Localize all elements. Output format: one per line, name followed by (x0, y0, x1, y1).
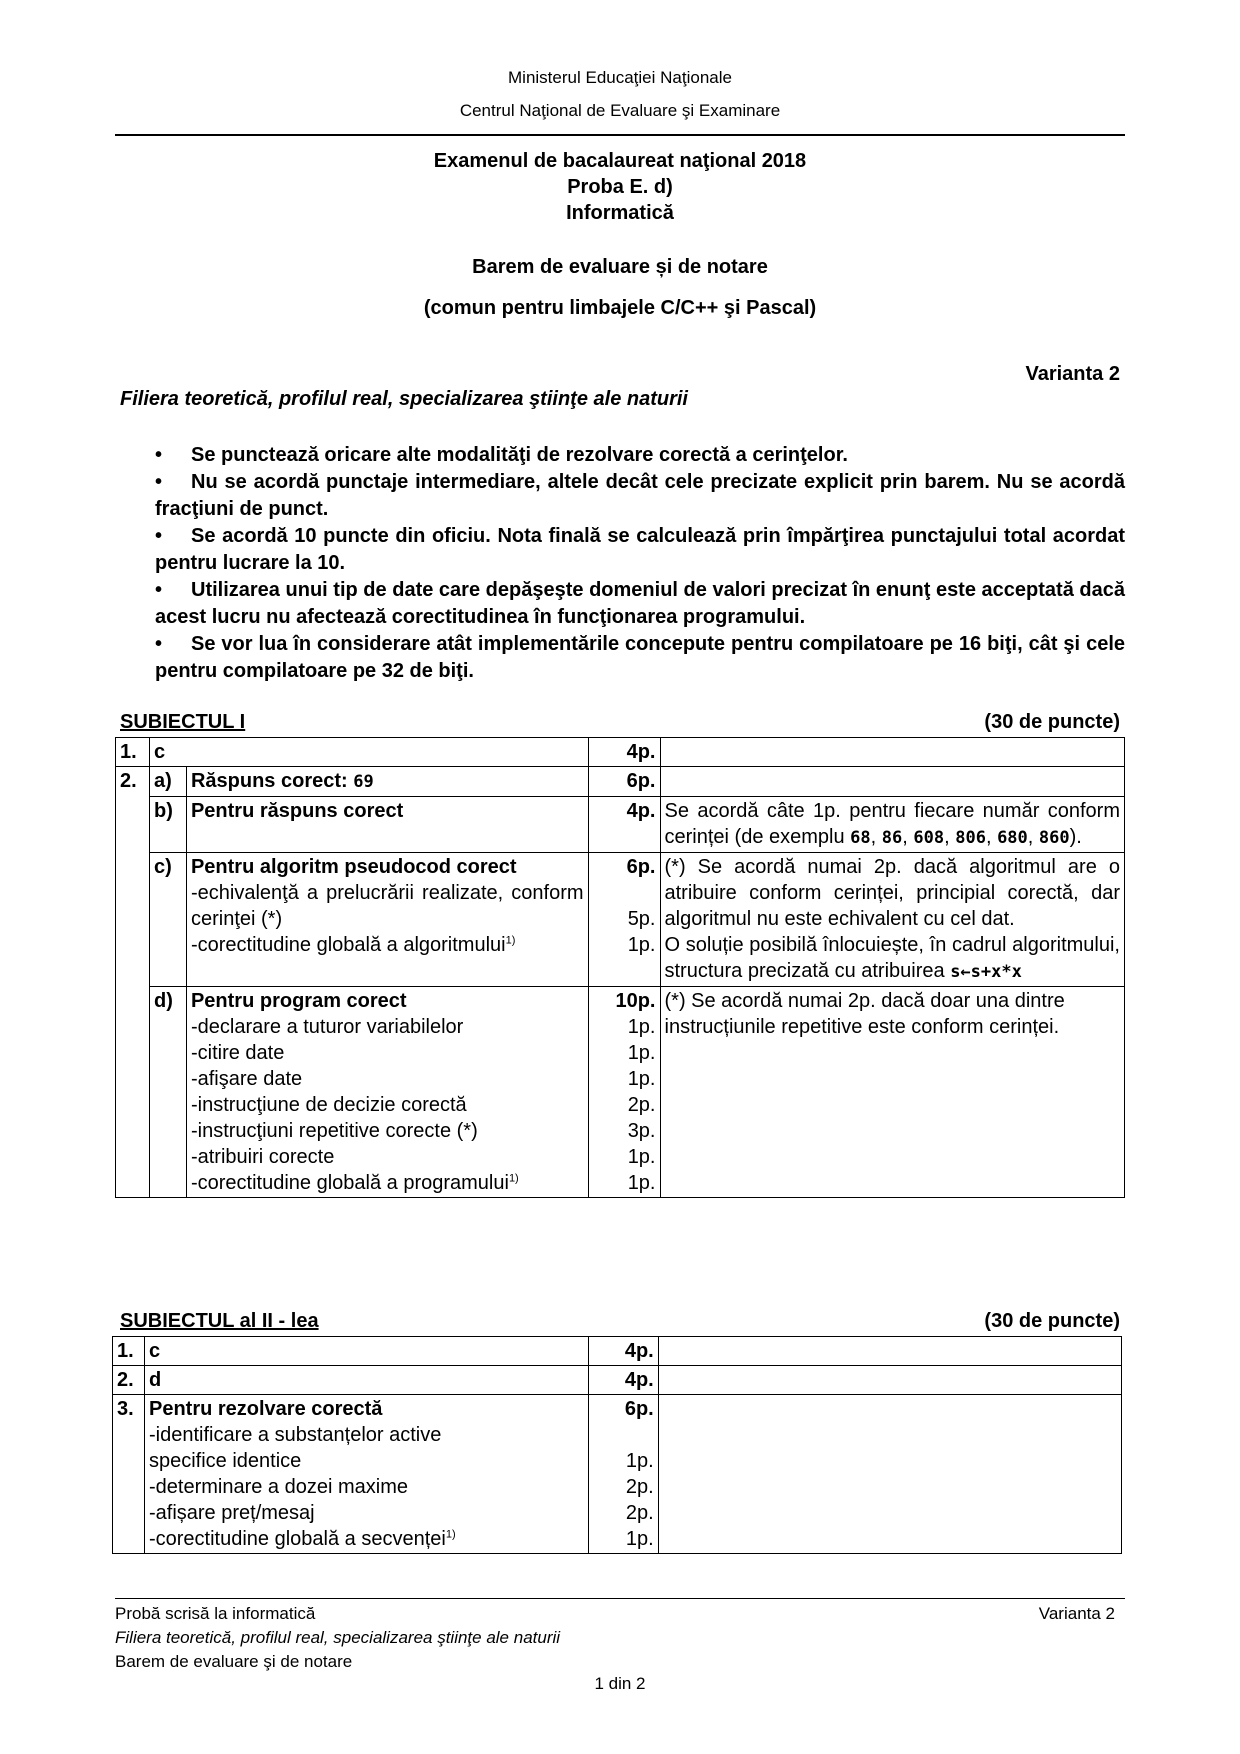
q-number: 2. (113, 1366, 145, 1395)
points: 6p. 5p. 1p. (588, 853, 660, 987)
general-rules (155, 442, 1125, 685)
section-2-table (112, 1336, 1122, 1554)
q-number: 1. (116, 738, 150, 767)
note-cell (658, 1395, 1121, 1554)
sub-label: b) (149, 797, 186, 853)
section-1-points: (30 de puncte) (984, 711, 1120, 733)
points: 4p. (588, 1366, 658, 1395)
languages-title: (comun pentru limbajele C/C++ şi Pascal) (423, 297, 817, 319)
answer: c (144, 1337, 588, 1366)
criterion: Pentru rezolvare corectă -identificare a substanțelor active specifice identice -determinare a dozei maxime -afișare preț/mesaj -corectitudine globală a secvenței$^{1)}$ (144, 1395, 588, 1554)
table-row (116, 987, 1125, 1198)
q-number: 2. (116, 767, 150, 1198)
criterion: Pentru răspuns corect (186, 797, 588, 853)
footer-variant: Varianta 2 (1038, 1604, 1115, 1623)
ministry-name: Ministerul Educaţiei Naţionale (508, 68, 732, 87)
sub-label: d) (149, 987, 186, 1198)
footer-line-3: Barem de evaluare şi de notare (115, 1652, 353, 1671)
answer: Răspuns corect: 69 (186, 767, 588, 797)
section-1-table (115, 737, 1125, 1198)
header-divider (115, 134, 1125, 136)
note: Se acordă câte 1p. pentru fiecare număr conform cerinței (de exemplu 68, 86, 608, 806, 680, 860). (660, 797, 1125, 853)
note-cell (658, 1337, 1121, 1366)
footer-divider (115, 1598, 1125, 1599)
criterion: Pentru program corect -declarare a tuturor variabilelor -citire date -afişare date -instrucţiune de decizie corectă -instrucţiuni repetitive corecte (*) -atribuiri corecte -corectitudine globală a programului$^{1)}$ (186, 987, 588, 1198)
page-number: 1 din 2 (594, 1674, 646, 1693)
footer (115, 1602, 1125, 1674)
table-row (116, 853, 1125, 987)
section-2-name: SUBIECTUL al II - lea (120, 1310, 319, 1332)
note-cell (660, 738, 1125, 767)
section-1-heading (120, 711, 1120, 734)
footer-line-2: Filiera teoretică, profilul real, specializarea ştiinţe ale naturii (115, 1628, 561, 1647)
note: (*) Se acordă numai 2p. dacă algoritmul are o atribuire conform cerinței, principial corectă, dar algoritmul nu este echivalent cu cel dat. O soluție posibilă înlocuiește, în cadrul algoritmului, structura precizată cu atribuirea s←s+x*x (660, 853, 1125, 987)
note-cell (658, 1366, 1121, 1395)
exam-title: Examenul de bacalaureat naţional 2018 (433, 150, 807, 172)
table-row (113, 1366, 1122, 1395)
table-row (113, 1337, 1122, 1366)
table-row (116, 797, 1125, 853)
variant-label: Varianta 2 (1025, 363, 1120, 385)
table-row (113, 1395, 1122, 1554)
points: 4p. (588, 1337, 658, 1366)
points: 6p. 1p. 2p. 2p. 1p. (588, 1395, 658, 1554)
answer: d (144, 1366, 588, 1395)
points: 4p. (588, 797, 660, 853)
table-row (116, 767, 1125, 797)
rule-item: • Nu se acordă punctaje intermediare, altele decât cele precizate explicit prin barem. Nu se acordă fracţiuni de punct. (155, 471, 1125, 520)
points: 4p. (588, 738, 660, 767)
barem-title: Barem de evaluare și de notare (472, 256, 768, 278)
footer-line-1: Probă scrisă la informatică (115, 1604, 316, 1623)
filiera-label: Filiera teoretică, profilul real, specializarea ştiinţe ale naturii (120, 388, 688, 410)
section-2-points: (30 de puncte) (984, 1310, 1120, 1332)
table-row (116, 738, 1125, 767)
subject-title: Informatică (566, 202, 674, 224)
sub-label: c) (149, 853, 186, 987)
rule-item: • Se punctează oricare alte modalităţi de rezolvare corectă a cerinţelor. (155, 444, 848, 466)
answer-value: 69 (353, 772, 374, 792)
points: 6p. (588, 767, 660, 797)
section-2-heading (120, 1310, 1120, 1333)
criterion: Pentru algoritm pseudocod corect -echivalenţă a prelucrării realizate, conform cerinţei (*) -corectitudine globală a algoritmului$^{1)}$ (186, 853, 588, 987)
q-number: 1. (113, 1337, 145, 1366)
rule-item: • Se vor lua în considerare atât implementările concepute pentru compilatoare pe 16 biţi, cât şi cele pentru compilatoare pe 32 de biţi. (155, 633, 1125, 682)
code-snippet: s←s+x*x (950, 962, 1022, 982)
note: (*) Se acordă numai 2p. dacă doar una dintre instrucțiunile repetitive este conform cerinței. (660, 987, 1125, 1198)
rule-item: • Utilizarea unui tip de date care depăşeşte domeniul de valori precizat în enunţ este acceptată dacă acest lucru nu afectează corectitudinea în funcţionarea programului. (155, 579, 1125, 628)
answer: c (149, 738, 588, 767)
points: 10p. 1p. 1p. 1p. 2p. 3p. 1p. 1p. (588, 987, 660, 1198)
section-1-name: SUBIECTUL I (120, 711, 246, 733)
proba-title: Proba E. d) (567, 176, 673, 198)
rule-item: • Se acordă 10 puncte din oficiu. Nota finală se calculează prin împărţirea punctajului total acordat pentru lucrare la 10. (155, 525, 1125, 574)
sub-label: a) (149, 767, 186, 797)
note-cell (660, 767, 1125, 797)
center-name: Centrul Naţional de Evaluare şi Examinare (459, 101, 781, 120)
q-number: 3. (113, 1395, 145, 1554)
